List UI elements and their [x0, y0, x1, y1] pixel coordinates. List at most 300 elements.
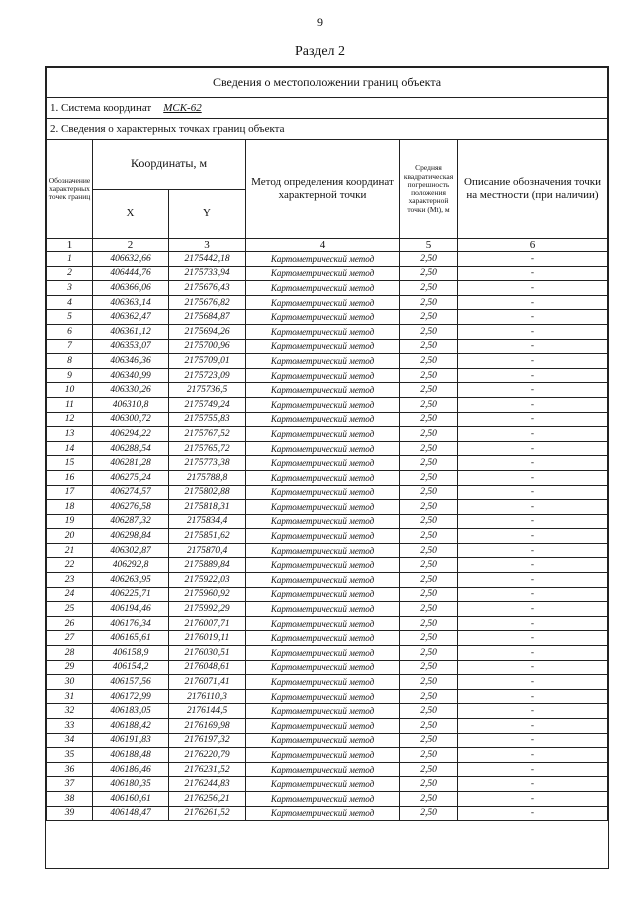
method-cell: Картометрический метод [246, 324, 400, 339]
description-cell: - [458, 733, 608, 748]
rms-cell: 2,50 [400, 441, 458, 456]
method-cell: Картометрический метод [246, 412, 400, 427]
table-row [47, 470, 608, 485]
coord-system-label: 1. Система координат [50, 102, 152, 114]
method-cell: Картометрический метод [246, 806, 400, 821]
rms-cell: 2,50 [400, 456, 458, 471]
table-row [47, 252, 608, 267]
x-coordinate-cell: 406274,57 [93, 485, 169, 500]
x-coordinate-cell: 406288,54 [93, 441, 169, 456]
x-coordinate-cell: 406158,9 [93, 646, 169, 661]
document-frame [45, 66, 609, 869]
method-cell: Картометрический метод [246, 266, 400, 281]
table-row [47, 383, 608, 398]
method-cell: Картометрический метод [246, 514, 400, 529]
rms-cell: 2,50 [400, 587, 458, 602]
table-row [47, 485, 608, 500]
x-coordinate-cell: 406298,84 [93, 529, 169, 544]
point-number-cell: 27 [47, 631, 93, 646]
table-row [47, 791, 608, 806]
table-row [47, 660, 608, 675]
method-cell: Картометрический метод [246, 719, 400, 734]
y-coordinate-cell: 2176244,83 [169, 777, 246, 792]
table-row [47, 587, 608, 602]
coord-system-cell [47, 98, 608, 119]
description-cell: - [458, 368, 608, 383]
x-coordinate-cell: 406276,58 [93, 500, 169, 515]
y-coordinate-cell: 2175818,31 [169, 500, 246, 515]
rms-cell: 2,50 [400, 397, 458, 412]
page-number: 9 [317, 15, 323, 29]
column-number: 4 [246, 239, 400, 252]
point-number-cell: 10 [47, 383, 93, 398]
table-row [47, 646, 608, 661]
description-cell: - [458, 806, 608, 821]
x-coordinate-cell: 406172,99 [93, 689, 169, 704]
description-cell: - [458, 704, 608, 719]
x-coordinate-cell: 406340,99 [93, 368, 169, 383]
x-coordinate-cell: 406361,12 [93, 324, 169, 339]
header-y: Y [169, 189, 246, 239]
point-number-cell: 7 [47, 339, 93, 354]
method-cell: Картометрический метод [246, 310, 400, 325]
method-cell: Картометрический метод [246, 427, 400, 442]
y-coordinate-cell: 2175676,82 [169, 295, 246, 310]
y-coordinate-cell: 2175733,94 [169, 266, 246, 281]
point-number-cell: 15 [47, 456, 93, 471]
table-row [47, 368, 608, 383]
y-coordinate-cell: 2175773,38 [169, 456, 246, 471]
description-cell: - [458, 441, 608, 456]
point-number-cell: 19 [47, 514, 93, 529]
description-cell: - [458, 514, 608, 529]
description-cell: - [458, 324, 608, 339]
y-coordinate-cell: 2176144,5 [169, 704, 246, 719]
method-cell: Картометрический метод [246, 368, 400, 383]
method-cell: Картометрический метод [246, 252, 400, 267]
method-cell: Картометрический метод [246, 646, 400, 661]
description-cell: - [458, 616, 608, 631]
description-cell: - [458, 558, 608, 573]
column-number: 3 [169, 239, 246, 252]
point-number-cell: 3 [47, 281, 93, 296]
point-number-cell: 35 [47, 748, 93, 763]
method-cell: Картометрический метод [246, 660, 400, 675]
point-number-cell: 34 [47, 733, 93, 748]
rms-cell: 2,50 [400, 689, 458, 704]
points-caption-row [47, 119, 608, 140]
rms-cell: 2,50 [400, 719, 458, 734]
description-cell: - [458, 295, 608, 310]
method-cell: Картометрический метод [246, 733, 400, 748]
x-coordinate-cell: 406154,2 [93, 660, 169, 675]
table-row [47, 573, 608, 588]
y-coordinate-cell: 2175684,87 [169, 310, 246, 325]
y-coordinate-cell: 2175922,03 [169, 573, 246, 588]
column-number: 6 [458, 239, 608, 252]
table-title-row [47, 68, 608, 98]
point-number-cell: 30 [47, 675, 93, 690]
rms-cell: 2,50 [400, 631, 458, 646]
rms-cell: 2,50 [400, 573, 458, 588]
y-coordinate-cell: 2175442,18 [169, 252, 246, 267]
x-coordinate-cell: 406176,34 [93, 616, 169, 631]
x-coordinate-cell: 406165,61 [93, 631, 169, 646]
table-row [47, 266, 608, 281]
method-cell: Картометрический метод [246, 558, 400, 573]
points-body [47, 252, 608, 821]
x-coordinate-cell: 406281,28 [93, 456, 169, 471]
table-row [47, 295, 608, 310]
y-coordinate-cell: 2175992,29 [169, 602, 246, 617]
point-number-cell: 28 [47, 646, 93, 661]
y-coordinate-cell: 2175709,01 [169, 354, 246, 369]
y-coordinate-cell: 2176220,79 [169, 748, 246, 763]
table-row [47, 719, 608, 734]
x-coordinate-cell: 406157,56 [93, 675, 169, 690]
point-number-cell: 22 [47, 558, 93, 573]
method-cell: Картометрический метод [246, 397, 400, 412]
point-number-cell: 14 [47, 441, 93, 456]
coord-system-row [47, 98, 608, 119]
description-cell: - [458, 631, 608, 646]
table-row [47, 616, 608, 631]
table-row [47, 412, 608, 427]
method-cell: Картометрический метод [246, 543, 400, 558]
x-coordinate-cell: 406186,46 [93, 762, 169, 777]
x-coordinate-cell: 406287,32 [93, 514, 169, 529]
column-number: 1 [47, 239, 93, 252]
x-coordinate-cell: 406310,8 [93, 397, 169, 412]
rms-cell: 2,50 [400, 252, 458, 267]
table-row [47, 529, 608, 544]
table-row [47, 500, 608, 515]
y-coordinate-cell: 2176231,52 [169, 762, 246, 777]
y-coordinate-cell: 2176110,3 [169, 689, 246, 704]
table-row [47, 354, 608, 369]
header-method: Метод определения координат характерной точки [246, 140, 400, 239]
table-row [47, 397, 608, 412]
description-cell: - [458, 573, 608, 588]
rms-cell: 2,50 [400, 791, 458, 806]
table-row [47, 704, 608, 719]
description-cell: - [458, 252, 608, 267]
x-coordinate-cell: 406366,06 [93, 281, 169, 296]
y-coordinate-cell: 2175736,5 [169, 383, 246, 398]
description-cell: - [458, 354, 608, 369]
method-cell: Картометрический метод [246, 339, 400, 354]
method-cell: Картометрический метод [246, 748, 400, 763]
point-number-cell: 38 [47, 791, 93, 806]
method-cell: Картометрический метод [246, 704, 400, 719]
method-cell: Картометрический метод [246, 485, 400, 500]
point-number-cell: 5 [47, 310, 93, 325]
method-cell: Картометрический метод [246, 500, 400, 515]
x-coordinate-cell: 406330,26 [93, 383, 169, 398]
table-row [47, 602, 608, 617]
column-numbers-row [47, 239, 608, 252]
x-coordinate-cell: 406294,22 [93, 427, 169, 442]
point-number-cell: 26 [47, 616, 93, 631]
y-coordinate-cell: 2175755,83 [169, 412, 246, 427]
point-number-cell: 9 [47, 368, 93, 383]
point-number-cell: 25 [47, 602, 93, 617]
x-coordinate-cell: 406180,35 [93, 777, 169, 792]
point-number-cell: 36 [47, 762, 93, 777]
method-cell: Картометрический метод [246, 777, 400, 792]
description-cell: - [458, 675, 608, 690]
description-cell: - [458, 281, 608, 296]
method-cell: Картометрический метод [246, 791, 400, 806]
header-row-top [47, 140, 608, 190]
description-cell: - [458, 310, 608, 325]
rms-cell: 2,50 [400, 266, 458, 281]
rms-cell: 2,50 [400, 602, 458, 617]
y-coordinate-cell: 2176019,11 [169, 631, 246, 646]
section-title: Раздел 2 [294, 44, 346, 59]
rms-cell: 2,50 [400, 412, 458, 427]
method-cell: Картометрический метод [246, 587, 400, 602]
y-coordinate-cell: 2175749,24 [169, 397, 246, 412]
rms-cell: 2,50 [400, 806, 458, 821]
y-coordinate-cell: 2176071,41 [169, 675, 246, 690]
y-coordinate-cell: 2175765,72 [169, 441, 246, 456]
x-coordinate-cell: 406160,61 [93, 791, 169, 806]
table-row [47, 281, 608, 296]
rms-cell: 2,50 [400, 616, 458, 631]
point-number-cell: 4 [47, 295, 93, 310]
description-cell: - [458, 383, 608, 398]
boundary-table [46, 67, 608, 821]
table-row [47, 441, 608, 456]
x-coordinate-cell: 406183,05 [93, 704, 169, 719]
table-row [47, 456, 608, 471]
table-row [47, 558, 608, 573]
method-cell: Картометрический метод [246, 675, 400, 690]
table-row [47, 762, 608, 777]
description-cell: - [458, 266, 608, 281]
method-cell: Картометрический метод [246, 281, 400, 296]
point-number-cell: 23 [47, 573, 93, 588]
rms-cell: 2,50 [400, 295, 458, 310]
table-row [47, 339, 608, 354]
header-rms: Средняя квадратическая погрешность положения характерной точки (Mt), м [400, 140, 458, 239]
rms-cell: 2,50 [400, 354, 458, 369]
description-cell: - [458, 602, 608, 617]
table-row [47, 514, 608, 529]
table-row [47, 748, 608, 763]
rms-cell: 2,50 [400, 558, 458, 573]
point-number-cell: 11 [47, 397, 93, 412]
x-coordinate-cell: 406292,8 [93, 558, 169, 573]
y-coordinate-cell: 2175960,92 [169, 587, 246, 602]
point-number-cell: 6 [47, 324, 93, 339]
table-row [47, 806, 608, 821]
column-number: 2 [93, 239, 169, 252]
x-coordinate-cell: 406263,95 [93, 573, 169, 588]
y-coordinate-cell: 2176007,71 [169, 616, 246, 631]
description-cell: - [458, 543, 608, 558]
table-row [47, 324, 608, 339]
description-cell: - [458, 719, 608, 734]
x-coordinate-cell: 406275,24 [93, 470, 169, 485]
point-number-cell: 32 [47, 704, 93, 719]
rms-cell: 2,50 [400, 733, 458, 748]
table-row [47, 631, 608, 646]
method-cell: Картометрический метод [246, 616, 400, 631]
point-number-cell: 29 [47, 660, 93, 675]
point-number-cell: 37 [47, 777, 93, 792]
description-cell: - [458, 470, 608, 485]
method-cell: Картометрический метод [246, 441, 400, 456]
description-cell: - [458, 777, 608, 792]
method-cell: Картометрический метод [246, 295, 400, 310]
x-coordinate-cell: 406148,47 [93, 806, 169, 821]
x-coordinate-cell: 406302,87 [93, 543, 169, 558]
y-coordinate-cell: 2175700,96 [169, 339, 246, 354]
point-number-cell: 12 [47, 412, 93, 427]
rms-cell: 2,50 [400, 324, 458, 339]
point-number-cell: 8 [47, 354, 93, 369]
rms-cell: 2,50 [400, 281, 458, 296]
y-coordinate-cell: 2175802,88 [169, 485, 246, 500]
x-coordinate-cell: 406353,07 [93, 339, 169, 354]
point-number-cell: 2 [47, 266, 93, 281]
rms-cell: 2,50 [400, 646, 458, 661]
rms-cell: 2,50 [400, 368, 458, 383]
y-coordinate-cell: 2175834,4 [169, 514, 246, 529]
rms-cell: 2,50 [400, 470, 458, 485]
method-cell: Картометрический метод [246, 762, 400, 777]
description-cell: - [458, 587, 608, 602]
x-coordinate-cell: 406632,66 [93, 252, 169, 267]
table-row [47, 310, 608, 325]
method-cell: Картометрический метод [246, 470, 400, 485]
point-number-cell: 20 [47, 529, 93, 544]
x-coordinate-cell: 406363,14 [93, 295, 169, 310]
point-number-cell: 39 [47, 806, 93, 821]
coord-system-value: МСК-62 [163, 102, 202, 114]
description-cell: - [458, 397, 608, 412]
y-coordinate-cell: 2175723,09 [169, 368, 246, 383]
x-coordinate-cell: 406444,76 [93, 266, 169, 281]
method-cell: Картометрический метод [246, 631, 400, 646]
table-row [47, 733, 608, 748]
description-cell: - [458, 485, 608, 500]
point-number-cell: 24 [47, 587, 93, 602]
x-coordinate-cell: 406346,36 [93, 354, 169, 369]
table-row [47, 689, 608, 704]
description-cell: - [458, 762, 608, 777]
point-number-cell: 31 [47, 689, 93, 704]
y-coordinate-cell: 2175694,26 [169, 324, 246, 339]
y-coordinate-cell: 2175676,43 [169, 281, 246, 296]
header-point-id: Обозначение характерных точек границ [47, 140, 93, 239]
points-caption: 2. Сведения о характерных точках границ объекта [47, 119, 608, 140]
rms-cell: 2,50 [400, 427, 458, 442]
description-cell: - [458, 646, 608, 661]
rms-cell: 2,50 [400, 529, 458, 544]
rms-cell: 2,50 [400, 762, 458, 777]
header-description: Описание обозначения точки на местности (при наличии) [458, 140, 608, 239]
method-cell: Картометрический метод [246, 354, 400, 369]
description-cell: - [458, 427, 608, 442]
description-cell: - [458, 748, 608, 763]
method-cell: Картометрический метод [246, 383, 400, 398]
header-coords: Координаты, м [93, 140, 246, 190]
y-coordinate-cell: 2176169,98 [169, 719, 246, 734]
table-title: Сведения о местоположении границ объекта [47, 68, 608, 98]
rms-cell: 2,50 [400, 383, 458, 398]
x-coordinate-cell: 406188,48 [93, 748, 169, 763]
method-cell: Картометрический метод [246, 602, 400, 617]
description-cell: - [458, 689, 608, 704]
description-cell: - [458, 339, 608, 354]
point-number-cell: 33 [47, 719, 93, 734]
table-row [47, 543, 608, 558]
header-x: X [93, 189, 169, 239]
description-cell: - [458, 456, 608, 471]
rms-cell: 2,50 [400, 777, 458, 792]
table-row [47, 777, 608, 792]
x-coordinate-cell: 406188,42 [93, 719, 169, 734]
point-number-cell: 21 [47, 543, 93, 558]
rms-cell: 2,50 [400, 514, 458, 529]
y-coordinate-cell: 2175851,62 [169, 529, 246, 544]
method-cell: Картометрический метод [246, 573, 400, 588]
method-cell: Картометрический метод [246, 529, 400, 544]
rms-cell: 2,50 [400, 543, 458, 558]
x-coordinate-cell: 406194,46 [93, 602, 169, 617]
description-cell: - [458, 660, 608, 675]
method-cell: Картометрический метод [246, 689, 400, 704]
x-coordinate-cell: 406362,47 [93, 310, 169, 325]
table-row [47, 675, 608, 690]
x-coordinate-cell: 406191,83 [93, 733, 169, 748]
description-cell: - [458, 791, 608, 806]
column-number: 5 [400, 239, 458, 252]
rms-cell: 2,50 [400, 310, 458, 325]
rms-cell: 2,50 [400, 704, 458, 719]
y-coordinate-cell: 2176030,51 [169, 646, 246, 661]
rms-cell: 2,50 [400, 485, 458, 500]
point-number-cell: 16 [47, 470, 93, 485]
rms-cell: 2,50 [400, 500, 458, 515]
y-coordinate-cell: 2175767,52 [169, 427, 246, 442]
y-coordinate-cell: 2176256,21 [169, 791, 246, 806]
description-cell: - [458, 412, 608, 427]
rms-cell: 2,50 [400, 339, 458, 354]
point-number-cell: 13 [47, 427, 93, 442]
y-coordinate-cell: 2176261,52 [169, 806, 246, 821]
point-number-cell: 18 [47, 500, 93, 515]
x-coordinate-cell: 406300,72 [93, 412, 169, 427]
y-coordinate-cell: 2176197,32 [169, 733, 246, 748]
description-cell: - [458, 500, 608, 515]
y-coordinate-cell: 2175889,84 [169, 558, 246, 573]
rms-cell: 2,50 [400, 660, 458, 675]
method-cell: Картометрический метод [246, 456, 400, 471]
description-cell: - [458, 529, 608, 544]
y-coordinate-cell: 2175870,4 [169, 543, 246, 558]
table-row [47, 427, 608, 442]
y-coordinate-cell: 2176048,61 [169, 660, 246, 675]
y-coordinate-cell: 2175788,8 [169, 470, 246, 485]
point-number-cell: 17 [47, 485, 93, 500]
point-number-cell: 1 [47, 252, 93, 267]
rms-cell: 2,50 [400, 675, 458, 690]
rms-cell: 2,50 [400, 748, 458, 763]
